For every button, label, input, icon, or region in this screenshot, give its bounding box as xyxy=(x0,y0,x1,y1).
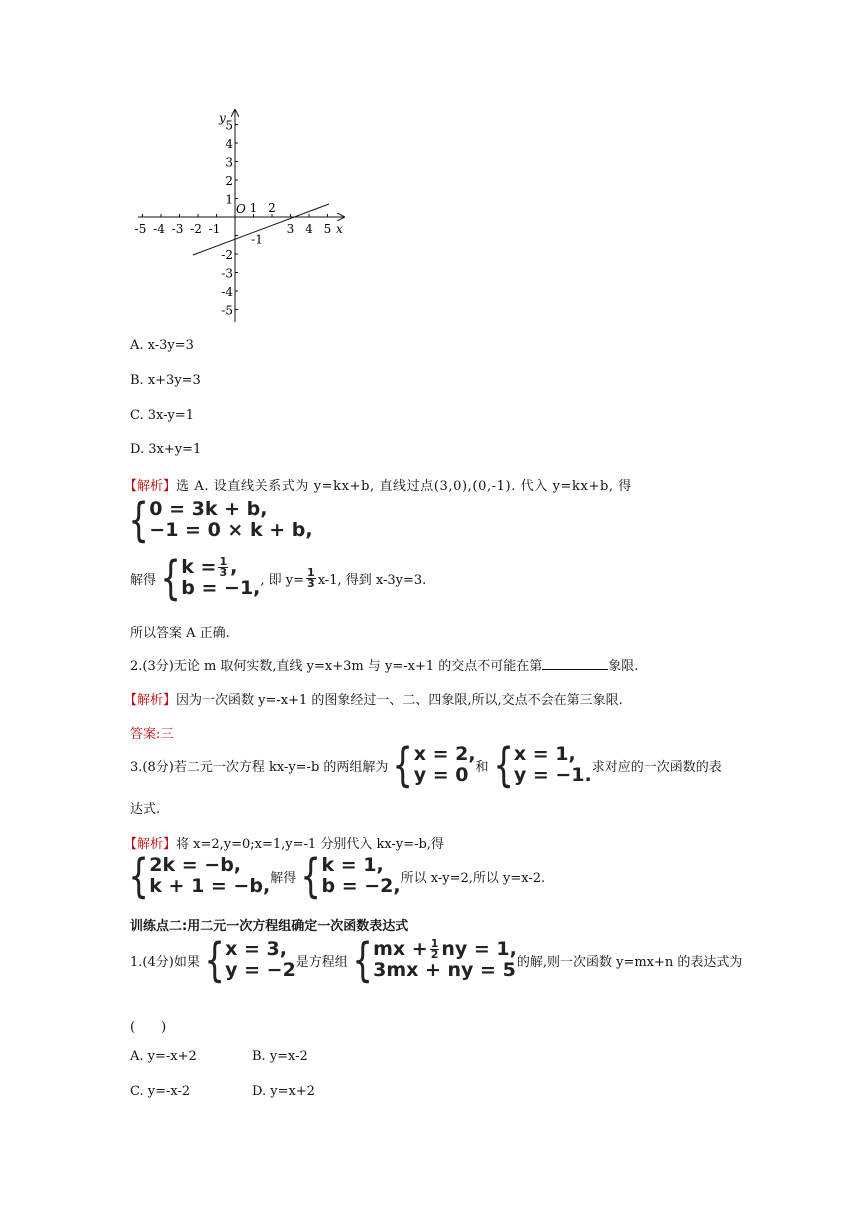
y-axis-label: y xyxy=(219,111,226,125)
solve-label: 解得 xyxy=(130,572,157,588)
section-2-question-1: 1.(4分)如果 { x = 3, y = −2 是方程组 { mx + $\frac{1}{2}$ ny = 1, 3mx + ny = 5 的解,则一次函数 y=mx+n 的表达式为 xyxy=(130,933,743,987)
solution-1-result: 解得 { k = $\frac{1}{3}$ , b = −1, , 即 y= $\frac{1}{3}$ x-1, 得到 x-3y=3. xyxy=(130,551,427,605)
x-tick-label: -5 xyxy=(134,222,147,236)
x-tick-label: 1 xyxy=(249,201,258,215)
option-a: A. x-3y=3 xyxy=(130,338,194,353)
solution-1-conclusion: 所以答案 A 正确. xyxy=(130,626,230,641)
y-tick-label: 3 xyxy=(225,155,233,170)
coordinate-graph xyxy=(120,100,360,330)
option-d: D. 3x+y=1 xyxy=(130,442,202,457)
s2-option-c: C. y=-x-2 xyxy=(130,1084,191,1099)
y-tick-label: -2 xyxy=(221,248,233,262)
question-2: 2.(3分)无论 m 取何实数,直线 y=x+3m 与 y=-x+1 的交点不可能在第 象限. xyxy=(130,659,639,674)
solution-tag: 【解析】 xyxy=(124,479,177,494)
x-tick-label: -1 xyxy=(208,222,221,236)
y-tick-label: 4 xyxy=(225,137,233,151)
x-axis-label: x xyxy=(336,222,343,236)
y-tick-marks xyxy=(221,119,263,318)
y-tick-label: 2 xyxy=(225,174,233,188)
y-tick-label: 1 xyxy=(225,192,233,207)
solution-1-text: 选 A. 设直线关系式为 y=kx+b, 直线过点(3,0),(0,-1). 代入 y=kx+b, 得 xyxy=(176,479,632,494)
s2-option-d: D. y=x+2 xyxy=(252,1084,315,1099)
section-2-title: 训练点二:用二元一次方程组确定一次函数表达式 xyxy=(130,919,409,934)
question-3-solution: 【解析】将 x=2,y=0;x=1,y=-1 分别代入 kx-y=-b,得 xyxy=(124,837,444,852)
eq-row: k = $\frac{1}{3}$ , xyxy=(181,555,238,579)
equation-system-1: { 0 = 3k + b, −1 = 0 × k + b, xyxy=(128,493,313,547)
answer-paren: ( ) xyxy=(130,1020,167,1035)
question-2-answer: 答案:三 xyxy=(130,727,174,742)
y-tick-label: -3 xyxy=(221,266,233,281)
x-tick-label: 2 xyxy=(268,201,276,215)
question-3-cont: 达式. xyxy=(130,802,161,817)
solution-1-line xyxy=(124,475,632,494)
eq-row: 0 = 3k + b, xyxy=(149,498,268,520)
answer-blank xyxy=(542,657,608,670)
origin-label: O xyxy=(236,202,246,216)
question-3: 3.(8分)若二元一次方程 kx-y=-b 的两组解为 { x = 2, y = 0 和 { x = 1, y = −1. 求对应的一次函数的表 xyxy=(130,738,722,792)
x-tick-label: 5 xyxy=(323,222,332,236)
question-2-solution: 【解析】因为一次函数 y=-x+1 的图象经过一、二、四象限,所以,交点不会在第三象限. xyxy=(124,693,623,708)
eq-row: b = −1, xyxy=(181,577,261,599)
y-tick-label: -1 xyxy=(251,232,263,247)
y-tick-label: 5 xyxy=(225,118,233,133)
x-tick-label: -2 xyxy=(190,222,202,236)
y-tick-label: -5 xyxy=(221,303,233,318)
x-tick-label: 3 xyxy=(286,222,295,236)
y-tick-label: -4 xyxy=(221,285,233,299)
question-3-work: { 2k = −b, k + 1 = −b, 解得 { k = 1, b = −2, 所以 x-y=2,所以 y=x-2. xyxy=(128,849,546,903)
eq-row: −1 = 0 × k + b, xyxy=(149,519,313,541)
x-tick-label: -3 xyxy=(171,222,184,236)
option-c: C. 3x-y=1 xyxy=(130,408,195,423)
s2-option-a: A. y=-x+2 xyxy=(130,1049,197,1064)
option-b: B. x+3y=3 xyxy=(130,373,201,388)
x-tick-label: 4 xyxy=(305,222,313,236)
x-tick-label: -4 xyxy=(153,222,165,236)
s2-option-b: B. y=x-2 xyxy=(252,1049,308,1064)
